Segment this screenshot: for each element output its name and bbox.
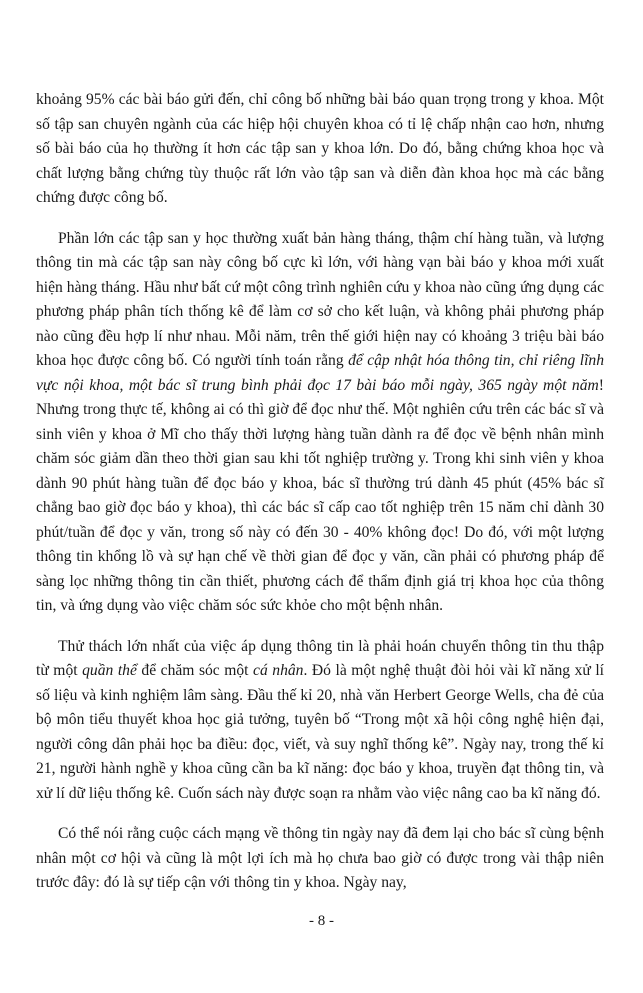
paragraph-2-text-b: ! Nhưng trong thực tế, không ai có thì giờ để đọc như thế. Một nghiên cứu trên các bác sĩ và sinh viên y khoa ở Mĩ cho thấy thời lượng hàng tuần dành ra để đọc về bệnh nhân mình chăm sóc giảm dần theo thời gian sau khi tốt nghiệp trường y. Trong khi sinh viên y khoa dành 90 phút hàng tuần để đọc báo y khoa, bác sĩ thường trú dành 45 phút (45% bác sĩ chẳng bao giờ đọc báo y khoa), thì các bác sĩ cấp cao tốt nghiệp trên 15 năm chỉ dành 30 phút/tuần để đọc y văn, trong số này có đến 30 - 40% không đọc! Do đó, với một lượng thông tin khổng lồ và sự hạn chế về thời gian để đọc y văn, cần phải có phương pháp để sàng lọc những thông tin cần thiết, phương cách để thẩm định giá trị khoa học của thông tin, và ứng dụng vào việc chăm sóc sức khỏe cho một bệnh nhân. (36, 376, 604, 614)
paragraph-2-italic-quote: để cập nhật hóa thông tin, chỉ riêng lĩnh vực nội khoa, một bác sĩ trung bình phải đọc 17 bài báo mỗi ngày, 365 ngày một năm (36, 352, 605, 394)
paragraph-1-text: khoảng 95% các bài báo gửi đến, chỉ công bố những bài báo quan trọng trong y khoa. Một số tập san chuyên ngành của các hiệp hội chuyên khoa có tỉ lệ chấp nhận cao hơn, nhưng số bài báo của họ thường ít hơn các tập san y khoa lớn. Do đó, bằng chứng khoa học và chất lượng bằng chứng tùy thuộc rất lớn vào tập san và diễn đàn khoa học mà các bằng chứng được công bố. (36, 91, 604, 206)
paragraph-2-text-a: Phần lớn các tập san y học thường xuất bản hàng tháng, thậm chí hàng tuần, và lượng thông tin mà các tập san này công bố cực kì lớn, với hàng vạn bài báo y khoa mới xuất hiện hàng tháng. Hầu như bất cứ một công trình nghiên cứu y khoa nào cũng ứng dụng các phương pháp phân tích thống kê để làm cơ sở cho kết luận, và không phải phương pháp nào cũng đều hợp lí như nhau. Mỗi năm, trên thế giới hiện nay có khoảng 3 triệu bài báo khoa học được công bố. Có người tính toán rằng (36, 229, 604, 369)
paragraph-4 (36, 822, 604, 896)
paragraph-1 (36, 88, 604, 211)
body-text (36, 88, 604, 912)
paragraph-4-text: Có thể nói rằng cuộc cách mạng về thông tin ngày nay đã đem lại cho bác sĩ cùng bệnh nhân một cơ hội và cũng là một lợi ích mà họ chưa bao giờ có được trong vài thập niên trước đây: đó là sự tiếp cận với thông tin y khoa. Ngày nay, (36, 825, 604, 891)
paragraph-3-text-c: . Đó là một nghệ thuật đòi hỏi vài kĩ năng xử lí số liệu và kinh nghiệm lâm sàng. Đầu thế kỉ 20, nhà văn Herbert George Wells, cha đẻ của bộ môn tiểu thuyết khoa học giả tưởng, tuyên bố “Trong một xã hội công nghệ hiện đại, người công dân phải học ba điều: đọc, viết, và suy nghĩ thống kê”. Ngày nay, trong thế kỉ 21, người hành nghề y khoa cũng cần ba kĩ năng: đọc báo y khoa, truyền đạt thông tin, và xử lí dữ liệu thống kê. Cuốn sách này được soạn ra nhằm vào việc nâng cao ba kĩ năng đó. (36, 662, 605, 802)
page-number: - 8 - (309, 913, 334, 929)
paragraph-3-italic-population: quần thể (82, 662, 137, 679)
paragraph-3 (36, 635, 604, 807)
paragraph-3-text-b: để chăm sóc một (136, 662, 254, 679)
paragraph-3-italic-individual: cá nhân (253, 662, 304, 679)
paragraph-2 (36, 227, 604, 619)
paragraph-3-text-a: Thử thách lớn nhất của việc áp dụng thông tin là phải hoán chuyển thông tin thu thập từ một (36, 637, 604, 679)
